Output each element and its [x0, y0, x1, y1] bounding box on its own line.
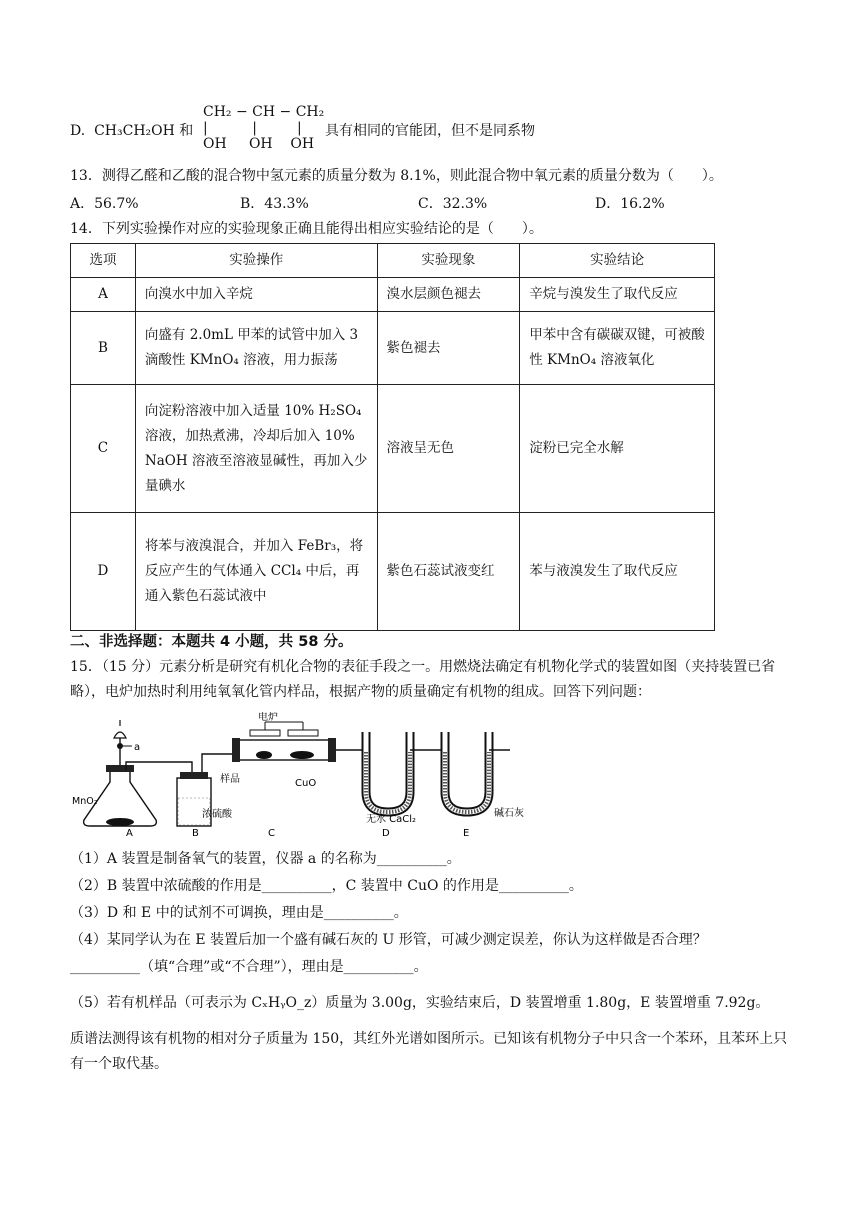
label-a: a: [134, 742, 141, 753]
q15-sub1: （1）A 装置是制备氧气的装置，仪器 a 的名称为__________。: [70, 851, 461, 867]
label-B: B: [192, 828, 199, 838]
row-option: D: [71, 513, 136, 631]
table-row: [71, 312, 715, 385]
header-operation: 实验操作: [135, 244, 377, 278]
label-D: D: [382, 828, 390, 838]
section-title: 二、非选择题：本题共 4 小题，共 58 分。: [70, 634, 353, 650]
row-conclusion: 辛烷与溴发生了取代反应: [520, 278, 715, 312]
label-mno2: MnO₂: [72, 796, 98, 807]
row-phenomenon: 溴水层颜色褪去: [377, 278, 520, 312]
table-row: [71, 278, 715, 312]
q15-sub5-line2: 质谱法测得该有机物的相对分子质量为 150，其红外光谱如图所示。已知该有机物分子中只含一个苯环，且苯环上只有一个取代基。: [70, 1031, 788, 1072]
glycerol-structure: [203, 104, 324, 152]
q15-sub4-line1: （4）某同学认为在 E 装置后加一个盛有碱石灰的 U 形管，可减少测定误差，你认为这样做是否合理？: [70, 932, 707, 948]
q15-sub4-line2: __________（填“合理”或“不合理”），理由是__________。: [70, 959, 428, 975]
table-row: [71, 513, 715, 631]
q13-option-a: A．56.7%: [70, 196, 139, 212]
label-E: E: [463, 828, 470, 838]
ethanol-formula: CH₃CH₂OH 和: [94, 123, 194, 139]
row-operation: 将苯与液溴混合，并加入 FeBr₃，将反应产生的气体通入 CCl₄ 中后，再通入紫色石蕊试液中: [135, 513, 377, 631]
header-phenomenon: 实验现象: [377, 244, 520, 278]
row-phenomenon: 紫色褪去: [377, 312, 520, 385]
q12-option-d-suffix: 具有相同的官能团，但不是同系物: [325, 123, 535, 139]
q13-option-d: D．16.2%: [595, 196, 665, 212]
q15-sub5-line1: （5）若有机样品（可表示为 CₓHᵧO_z）质量为 3.00g，实验结束后，D 装置增重 1.80g，E 装置增重 7.92g。: [70, 995, 770, 1011]
row-conclusion: 苯与液溴发生了取代反应: [520, 513, 715, 631]
table-row: [71, 385, 715, 513]
row-conclusion: 淀粉已完全水解: [520, 385, 715, 513]
combustion-apparatus-figure: [70, 712, 540, 838]
header-option: 选项: [71, 244, 136, 278]
q15-sub3: （3）D 和 E 中的试剂不可调换，理由是__________。: [70, 905, 408, 921]
q13-option-b: B．43.3%: [240, 196, 309, 212]
glycerol-bottom: OH OH OH: [203, 136, 315, 152]
header-conclusion: 实验结论: [520, 244, 715, 278]
label-soda-lime: 碱石灰: [494, 808, 524, 819]
label-A: A: [126, 828, 133, 838]
row-operation: 向溴水中加入辛烷: [135, 278, 377, 312]
q15-sub2: （2）B 装置中浓硫酸的作用是__________，C 装置中 CuO 的作用是__________。: [70, 878, 583, 894]
label-conc-acid: 浓硫酸: [202, 809, 232, 820]
row-phenomenon: 紫色石蕊试液变红: [377, 513, 520, 631]
row-option: C: [71, 385, 136, 513]
q15-stem: 15．（15 分）元素分析是研究有机化合物的表征手段之一。用燃烧法确定有机物化学式的装置如图（夹持装置已省略），电炉加热时利用纯氧氧化管内样品，根据产物的质量确定有机物的组成。回答下列问题：: [70, 659, 776, 700]
row-option: A: [71, 278, 136, 312]
row-phenomenon: 溶液呈无色: [377, 385, 520, 513]
row-operation: 向淀粉溶液中加入适量 10% H₂SO₄ 溶液，加热煮沸，冷却后加入 10% NaOH 溶液至溶液显碱性，再加入少量碘水: [135, 385, 377, 513]
table-header-row: [71, 244, 715, 278]
q13-option-c: C．32.3%: [418, 196, 488, 212]
q14-stem: 14．下列实验操作对应的实验现象正确且能得出相应实验结论的是（ ）。: [70, 221, 543, 237]
label-C: C: [268, 828, 275, 838]
row-option: B: [71, 312, 136, 385]
glycerol-bonds: | | |: [203, 120, 302, 136]
label-sample: 样品: [220, 774, 240, 785]
q13-stem: 13．测得乙醛和乙酸的混合物中氢元素的质量分数为 8.1%，则此混合物中氧元素的质量分数为（ ）。: [70, 168, 723, 184]
row-conclusion: 甲苯中含有碳碳双键，可被酸性 KMnO₄ 溶液氧化: [520, 312, 715, 385]
q14-table: [70, 243, 715, 631]
glycerol-top: CH₂ − CH − CH₂: [203, 104, 325, 120]
label-cacl2: 无水 CaCl₂: [366, 814, 417, 825]
row-operation: 向盛有 2.0mL 甲苯的试管中加入 3 滴酸性 KMnO₄ 溶液，用力振荡: [135, 312, 377, 385]
label-furnace: 电炉: [258, 712, 278, 723]
q12-option-d-prefix: D. CH₃CH₂OH 和: [70, 123, 194, 139]
label-cuo: CuO: [295, 778, 317, 789]
